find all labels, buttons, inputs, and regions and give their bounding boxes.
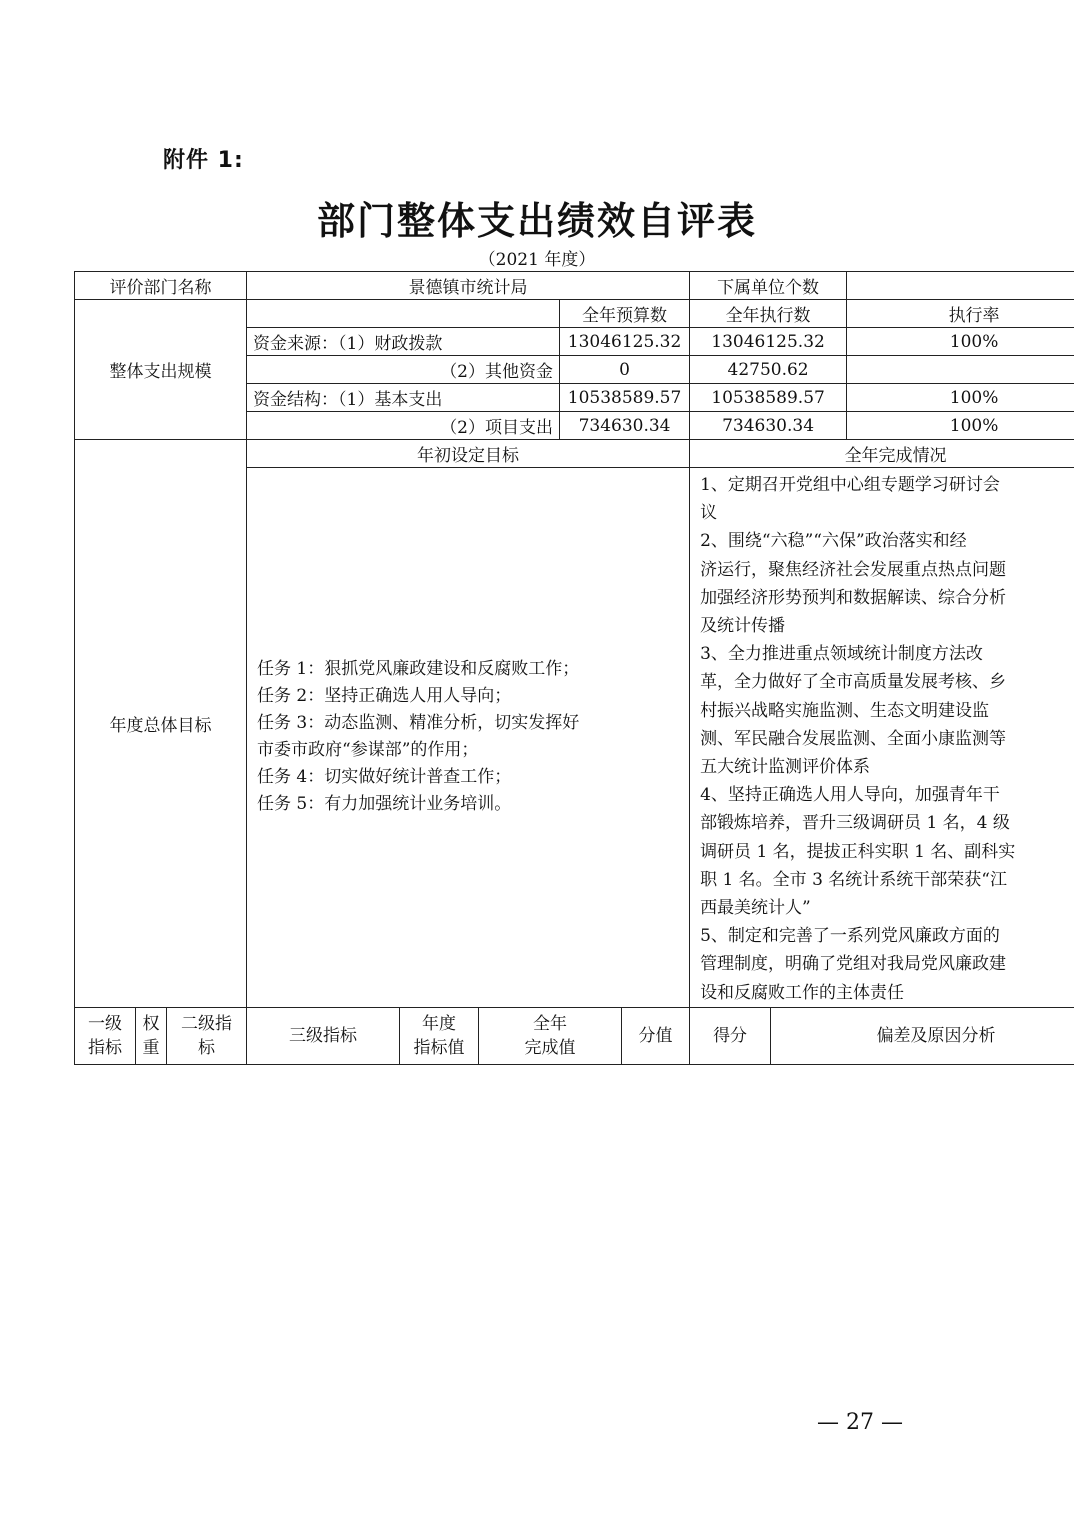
budget-value: 0 (560, 356, 690, 384)
scale-label: 整体支出规模 (75, 300, 247, 440)
goal-line: 任务 3：动态监测、精准分析，切实发挥好 (257, 713, 580, 734)
exec-value: 734630.34 (690, 412, 847, 440)
done-line: 设和反腐败工作的主体责任 (700, 982, 905, 1003)
goals-label: 年度总体目标 (75, 440, 247, 1008)
col-rate: 执行率 (847, 300, 1074, 328)
level1-indicator-header (75, 1007, 136, 1064)
done-line: 调研员 1 名，提拔正科实职 1 名、副科实 (700, 841, 1016, 862)
dept-value: 景德镇市统计局 (247, 272, 690, 300)
done-line: 部锻炼培养，晋升三级调研员 1 名，4 级 (700, 813, 1010, 834)
fund-structure-1: 资金结构：（1）基本支出 (247, 384, 560, 412)
rate-value (847, 356, 1074, 384)
budget-value: 734630.34 (560, 412, 690, 440)
weight-header (136, 1007, 167, 1064)
fund-source-2: （2）其他资金 (247, 356, 560, 384)
scale-blank (247, 300, 560, 328)
goal-line: 任务 4：切实做好统计普查工作； (257, 767, 512, 788)
rate-value: 100% (847, 412, 1074, 440)
header-text: 标 (198, 1037, 215, 1058)
done-line: 测、军民融合发展监测、全面小康监测等 (700, 728, 1007, 749)
year-label: （2021 年度） (478, 250, 596, 270)
page-number: — 27 — (817, 1410, 903, 1435)
col-exec: 全年执行数 (690, 300, 847, 328)
level3-indicator-header: 三级指标 (247, 1007, 400, 1064)
done-line: 及统计传播 (700, 616, 786, 637)
header-text: 一级 (88, 1013, 122, 1034)
col-completion: 全年完成情况 (690, 440, 1074, 468)
attachment-label: 附件 1: (163, 148, 244, 173)
done-line: 5、制定和完善了一系列党风廉政方面的 (700, 926, 1000, 947)
dept-label: 评价部门名称 (75, 272, 247, 300)
done-line: 1、定期召开党组中心组专题学习研讨会 (700, 475, 1000, 495)
performance-table (74, 271, 1074, 1065)
col-set-goals: 年初设定目标 (247, 440, 690, 468)
exec-value: 13046125.32 (690, 328, 847, 356)
header-text: 完成值 (524, 1037, 576, 1058)
completed-value-header (479, 1007, 622, 1064)
header-text: 年度 (422, 1013, 457, 1034)
fund-structure-2: （2）项目支出 (247, 412, 560, 440)
done-line: 革，全力做好了全市高质量发展考核、乡 (700, 672, 1007, 693)
done-line: 3、全力推进重点领域统计制度方法改 (700, 644, 983, 665)
rate-value: 100% (847, 328, 1074, 356)
header-text: 全年 (533, 1013, 568, 1034)
fund-source-1: 资金来源：（1）财政拨款 (247, 328, 560, 356)
done-line: 西最美统计人” (700, 898, 811, 919)
deviation-analysis-header: 偏差及原因分析 (771, 1007, 1074, 1064)
done-line: 加强经济形势预判和数据解读、综合分析 (700, 587, 1007, 608)
done-line: 村振兴战略实施监测、生态文明建设监 (700, 700, 990, 721)
done-line: 五大统计监测评价体系 (700, 757, 871, 778)
header-text: 二级指 (181, 1013, 232, 1034)
sub-units-label: 下属单位个数 (690, 272, 847, 300)
budget-value: 13046125.32 (560, 328, 690, 356)
set-goals-text (247, 468, 690, 1008)
goal-line: 任务 1：狠抓党风廉政建设和反腐败工作； (257, 659, 580, 680)
done-line: 议 (700, 503, 718, 524)
goal-line: 任务 5：有力加强统计业务培训。 (257, 794, 512, 815)
score-header: 得分 (690, 1007, 771, 1064)
exec-value: 10538589.57 (690, 384, 847, 412)
done-line: 4、坚持正确选人用人导向，加强青年干 (700, 785, 1000, 806)
done-line: 2、围绕“六稳”“六保”政治落实和经 (700, 531, 967, 552)
header-text: 指标 (88, 1037, 122, 1058)
budget-value: 10538589.57 (560, 384, 690, 412)
document-title: 部门整体支出绩效自评表 (316, 199, 757, 243)
annual-target-header (400, 1007, 479, 1064)
level2-indicator-header (167, 1007, 247, 1064)
exec-value: 42750.62 (690, 356, 847, 384)
sub-units-value (847, 272, 1074, 300)
table-row (75, 440, 1074, 468)
done-line: 管理制度，明确了党组对我局党风廉政建 (700, 954, 1007, 975)
table-row (75, 300, 1074, 328)
goal-line: 市委市政府“参谋部”的作用； (257, 740, 479, 761)
header-text: 指标值 (413, 1037, 465, 1058)
done-line: 职 1 名。全市 3 名统计系统干部荣获“江 (700, 869, 1007, 890)
header-text: 权 (142, 1013, 160, 1034)
col-budget: 全年预算数 (560, 300, 690, 328)
table-row (75, 1007, 1074, 1064)
rate-value: 100% (847, 384, 1074, 412)
table-row (75, 272, 1074, 300)
completion-text (690, 468, 1074, 1008)
score-value-header: 分值 (622, 1007, 690, 1064)
header-text: 重 (142, 1037, 160, 1058)
done-line: 济运行，聚焦经济社会发展重点热点问题 (700, 559, 1007, 580)
goal-line: 任务 2：坚持正确选人用人导向； (257, 686, 512, 707)
